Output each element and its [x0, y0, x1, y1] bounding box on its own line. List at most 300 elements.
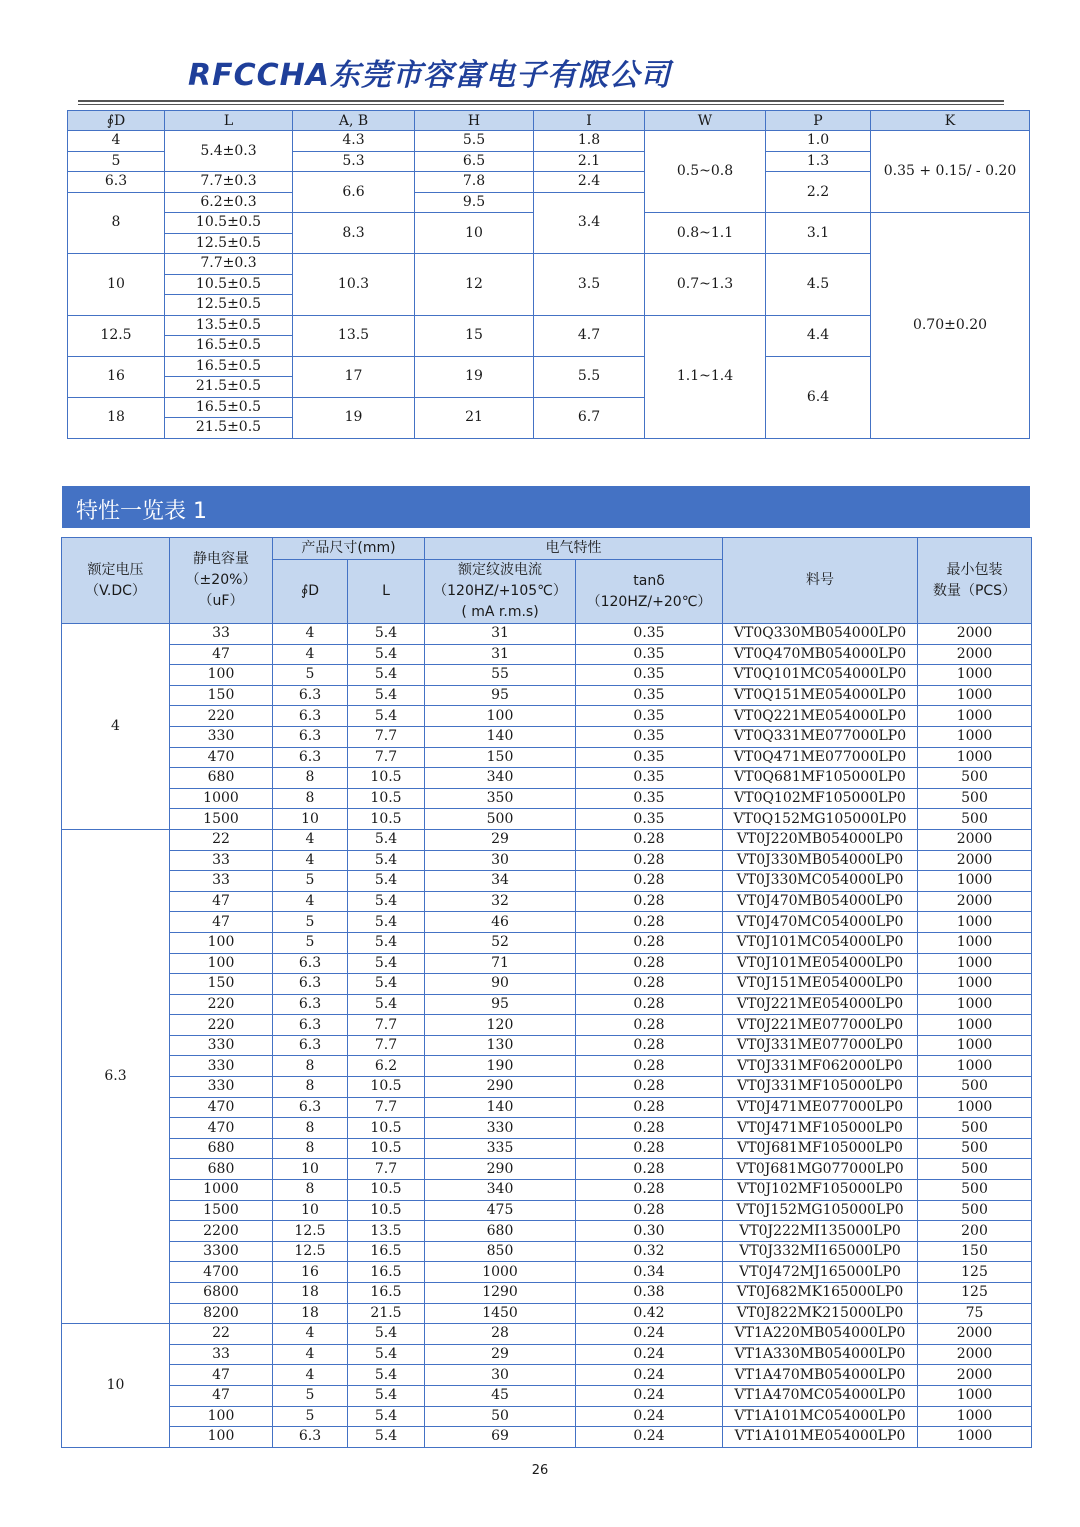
- table-row: [62, 788, 1032, 809]
- table-cell: 1000: [170, 1180, 273, 1201]
- table-cell: 150: [170, 685, 273, 706]
- table-cell: 1.0: [766, 131, 871, 152]
- company-title: RFCCHA东莞市容富电子有限公司: [188, 58, 671, 93]
- table-row: [62, 912, 1032, 933]
- table-row: [62, 1077, 1032, 1098]
- table-cell: 1000: [918, 1056, 1032, 1077]
- table-cell: 340: [425, 1180, 576, 1201]
- table-cell: 680: [170, 1159, 273, 1180]
- table-cell: 1000: [918, 932, 1032, 953]
- table-cell: VT0J332MI165000LP0: [723, 1241, 918, 1262]
- table-cell: 10.3: [293, 254, 415, 316]
- table-row: [62, 1406, 1032, 1427]
- table-cell: 21.5: [348, 1303, 425, 1324]
- table-cell: 1000: [170, 788, 273, 809]
- table-cell: 0.35: [576, 685, 723, 706]
- table-row: [62, 1056, 1032, 1077]
- table-cell: 680: [170, 1138, 273, 1159]
- table-cell: 46: [425, 912, 576, 933]
- table-cell: 130: [425, 1035, 576, 1056]
- table-cell: 7.7: [348, 726, 425, 747]
- header-cell-tan: tanδ （120HZ/+20℃）: [576, 560, 723, 624]
- table-cell: VT0J471MF105000LP0: [723, 1118, 918, 1139]
- table-cell: 5: [273, 871, 348, 892]
- table-cell: 470: [170, 747, 273, 768]
- table-cell: 10: [273, 809, 348, 830]
- dimension-table: [67, 110, 1030, 439]
- header-cell-part-no: 料号: [723, 538, 918, 624]
- table-cell: 290: [425, 1159, 576, 1180]
- table-cell: 10: [68, 254, 165, 316]
- table-row: [62, 1138, 1032, 1159]
- table-row: [62, 726, 1032, 747]
- table-cell: 1000: [918, 974, 1032, 995]
- table-row: [62, 1427, 1032, 1448]
- header-cell-h: H: [415, 111, 534, 131]
- table-cell: 7.8: [415, 172, 534, 193]
- table-cell: 10.5: [348, 788, 425, 809]
- table-row: [62, 1015, 1032, 1036]
- table-cell: 500: [918, 1138, 1032, 1159]
- table-cell: 5: [273, 932, 348, 953]
- table-cell: 1290: [425, 1283, 576, 1304]
- table-row: [62, 685, 1032, 706]
- table-row: [68, 131, 1030, 152]
- table-cell: 4: [68, 131, 165, 152]
- table-cell: 6.3: [273, 974, 348, 995]
- table-cell: 4700: [170, 1262, 273, 1283]
- table-row: [62, 1385, 1032, 1406]
- table-cell: 1000: [918, 1427, 1032, 1448]
- table-cell: VT1A330MB054000LP0: [723, 1344, 918, 1365]
- table-cell: 1000: [918, 747, 1032, 768]
- table-cell: 8: [273, 1138, 348, 1159]
- table-cell: 5.4: [348, 1427, 425, 1448]
- table-cell: 4: [273, 829, 348, 850]
- table-cell: 0.35: [576, 624, 723, 645]
- table-cell: 140: [425, 1097, 576, 1118]
- table-cell: 5.4: [348, 994, 425, 1015]
- table-cell: 150: [425, 747, 576, 768]
- table-cell: VT0J151ME054000LP0: [723, 974, 918, 995]
- table-cell: 1.3: [766, 151, 871, 172]
- table-row: [62, 891, 1032, 912]
- table-cell: 1450: [425, 1303, 576, 1324]
- table-cell: 6.6: [293, 172, 415, 213]
- table-cell: 2000: [918, 1344, 1032, 1365]
- table-cell: 5.4: [348, 1365, 425, 1386]
- table-cell: 16.5: [348, 1262, 425, 1283]
- table-cell: 2000: [918, 850, 1032, 871]
- table-row: [62, 644, 1032, 665]
- table-cell: 8: [273, 788, 348, 809]
- table-cell: 680: [170, 768, 273, 789]
- table-cell: 29: [425, 829, 576, 850]
- table-cell: 18: [68, 397, 165, 438]
- table-cell: 0.24: [576, 1406, 723, 1427]
- table-cell: 330: [170, 726, 273, 747]
- table-cell: 0.28: [576, 891, 723, 912]
- table-cell: 5: [273, 1406, 348, 1427]
- table-cell: 0.30: [576, 1221, 723, 1242]
- table-cell: 10: [273, 1159, 348, 1180]
- table-cell: 4.3: [293, 131, 415, 152]
- table-cell: 5.4: [348, 1406, 425, 1427]
- table-cell: VT1A470MC054000LP0: [723, 1385, 918, 1406]
- header-cell-size: 产品尺寸(mm): [273, 538, 425, 560]
- table-cell: 5.5: [534, 356, 645, 397]
- table-cell: 13.5±0.5: [165, 315, 293, 336]
- table-cell: 95: [425, 685, 576, 706]
- table-cell: VT0J101ME054000LP0: [723, 953, 918, 974]
- table-cell: 45: [425, 1385, 576, 1406]
- table-cell: 150: [918, 1241, 1032, 1262]
- table-cell: 0.28: [576, 871, 723, 892]
- table-cell: 10.5: [348, 1138, 425, 1159]
- table-cell: 33: [170, 871, 273, 892]
- table-cell: 2000: [918, 1324, 1032, 1345]
- table-cell: 120: [425, 1015, 576, 1036]
- table-cell: 5.4: [348, 974, 425, 995]
- table-cell: VT0J221ME054000LP0: [723, 994, 918, 1015]
- table-cell: 34: [425, 871, 576, 892]
- table-cell: VT0J470MB054000LP0: [723, 891, 918, 912]
- table-cell: 16.5±0.5: [165, 397, 293, 418]
- table-cell: 30: [425, 1365, 576, 1386]
- table-cell: 5.4: [348, 1324, 425, 1345]
- table-cell: 470: [170, 1118, 273, 1139]
- table-cell: 2000: [918, 1365, 1032, 1386]
- table-cell: 18: [273, 1303, 348, 1324]
- table-cell: 0.24: [576, 1427, 723, 1448]
- table-cell: 0.28: [576, 1138, 723, 1159]
- table-cell: 220: [170, 994, 273, 1015]
- table-cell: VT0J330MB054000LP0: [723, 850, 918, 871]
- header-cell-min-pack: 最小包装 数量（PCS）: [918, 538, 1032, 624]
- table-cell: 1.8: [534, 131, 645, 152]
- table-cell: 2000: [918, 644, 1032, 665]
- table-cell: 5.4: [348, 665, 425, 686]
- table-cell: 4.7: [534, 315, 645, 356]
- table-cell: 1000: [918, 1015, 1032, 1036]
- table-cell: 10: [415, 213, 534, 254]
- table-cell: 1000: [918, 1097, 1032, 1118]
- table-cell: 0.28: [576, 1015, 723, 1036]
- table-cell: 0.28: [576, 1200, 723, 1221]
- table-cell: 32: [425, 891, 576, 912]
- table-cell: 0.70±0.20: [871, 213, 1030, 439]
- table-cell: 0.38: [576, 1283, 723, 1304]
- table-row: [62, 1180, 1032, 1201]
- table-cell: 6.3: [273, 706, 348, 727]
- table-cell: VT0Q331ME077000LP0: [723, 726, 918, 747]
- table-row: [62, 974, 1032, 995]
- table-cell: 1000: [918, 1385, 1032, 1406]
- table-cell: 5: [273, 665, 348, 686]
- table-cell: 5: [273, 1385, 348, 1406]
- table-cell: 8: [273, 1056, 348, 1077]
- table-cell: 90: [425, 974, 576, 995]
- table-cell: 5.4: [348, 891, 425, 912]
- table-cell: 47: [170, 644, 273, 665]
- table-row: [62, 1035, 1032, 1056]
- table-cell: 330: [170, 1035, 273, 1056]
- table-cell: VT0J222MI135000LP0: [723, 1221, 918, 1242]
- table-cell: 1000: [918, 953, 1032, 974]
- table-cell: VT0Q152MG105000LP0: [723, 809, 918, 830]
- table-cell: 19: [293, 397, 415, 438]
- table-cell: 4: [273, 850, 348, 871]
- table-cell: 16: [273, 1262, 348, 1283]
- table-cell: 500: [918, 809, 1032, 830]
- table-cell: 31: [425, 624, 576, 645]
- table-cell: VT0J101MC054000LP0: [723, 932, 918, 953]
- table-cell: 0.28: [576, 829, 723, 850]
- table-cell: 6.3: [273, 726, 348, 747]
- table-cell: 0.24: [576, 1324, 723, 1345]
- table-cell: 95: [425, 994, 576, 1015]
- header-cell-d: ∮D: [68, 111, 165, 131]
- table-cell: 0.24: [576, 1385, 723, 1406]
- table-cell: 7.7±0.3: [165, 172, 293, 193]
- table-cell: VT0Q102MF105000LP0: [723, 788, 918, 809]
- header-cell-ripple: 额定纹波电流 （120HZ/+105℃） ( mA r.m.s): [425, 560, 576, 624]
- table-cell: 12: [415, 254, 534, 316]
- table-row: [62, 1118, 1032, 1139]
- table-cell: 31: [425, 644, 576, 665]
- header-cell-d: ∮D: [273, 560, 348, 624]
- table-cell: 1500: [170, 809, 273, 830]
- table-cell: 21.5±0.5: [165, 377, 293, 398]
- table-row: [62, 1344, 1032, 1365]
- table-row: [62, 1241, 1032, 1262]
- table-cell: 10.5: [348, 1180, 425, 1201]
- table-row: [62, 953, 1032, 974]
- table-row: [62, 624, 1032, 645]
- table-cell: VT1A220MB054000LP0: [723, 1324, 918, 1345]
- voltage-group-cell: 10: [62, 1324, 170, 1448]
- table-cell: 2000: [918, 829, 1032, 850]
- table-cell: 0.32: [576, 1241, 723, 1262]
- table-cell: 5.4: [348, 644, 425, 665]
- table-cell: 4: [273, 891, 348, 912]
- table-cell: 150: [170, 974, 273, 995]
- table-cell: 4: [273, 644, 348, 665]
- table-cell: 0.35: [576, 768, 723, 789]
- table-cell: 7.7: [348, 1159, 425, 1180]
- table-cell: 6.3: [273, 1035, 348, 1056]
- header-rule-thin: [78, 104, 1004, 105]
- table-cell: 1000: [918, 1406, 1032, 1427]
- table-cell: 0.35: [576, 665, 723, 686]
- table-row: [62, 1365, 1032, 1386]
- table-row: [62, 1097, 1032, 1118]
- table-row: [62, 665, 1032, 686]
- table-cell: 680: [425, 1221, 576, 1242]
- section-title: 特性一览表 1: [76, 499, 207, 524]
- table-cell: 8.3: [293, 213, 415, 254]
- spec-header-row: [62, 538, 1032, 560]
- table-cell: 140: [425, 726, 576, 747]
- header-cell-electrical: 电气特性: [425, 538, 723, 560]
- table-cell: 5.4: [348, 685, 425, 706]
- table-cell: 0.35: [576, 788, 723, 809]
- table-cell: 0.35: [576, 644, 723, 665]
- table-cell: 10.5: [348, 809, 425, 830]
- table-cell: VT1A101MC054000LP0: [723, 1406, 918, 1427]
- table-cell: 1500: [170, 1200, 273, 1221]
- table-cell: 16: [68, 356, 165, 397]
- table-cell: 10.5±0.5: [165, 213, 293, 234]
- table-cell: 7.7: [348, 1097, 425, 1118]
- table-cell: VT0Q101MC054000LP0: [723, 665, 918, 686]
- table-cell: VT0J330MC054000LP0: [723, 871, 918, 892]
- table-cell: 850: [425, 1241, 576, 1262]
- table-cell: 8: [273, 1180, 348, 1201]
- table-cell: 6.3: [273, 1097, 348, 1118]
- table-cell: 5.4±0.3: [165, 131, 293, 172]
- table-cell: VT0J220MB054000LP0: [723, 829, 918, 850]
- header-cell-i: I: [534, 111, 645, 131]
- table-cell: 16.5: [348, 1283, 425, 1304]
- table-cell: 21: [415, 397, 534, 438]
- table-cell: 0.35: [576, 706, 723, 727]
- table-cell: 10.5: [348, 1118, 425, 1139]
- table-cell: 7.7±0.3: [165, 254, 293, 275]
- table-cell: 47: [170, 1365, 273, 1386]
- table-cell: VT0Q681MF105000LP0: [723, 768, 918, 789]
- table-cell: 350: [425, 788, 576, 809]
- table-cell: VT0J102MF105000LP0: [723, 1180, 918, 1201]
- table-cell: 5.4: [348, 1385, 425, 1406]
- header-cell-w: W: [645, 111, 766, 131]
- table-cell: 190: [425, 1056, 576, 1077]
- table-cell: 340: [425, 768, 576, 789]
- table-cell: 8: [273, 768, 348, 789]
- table-row: [62, 1283, 1032, 1304]
- table-cell: 29: [425, 1344, 576, 1365]
- table-cell: 12.5: [273, 1221, 348, 1242]
- table-cell: 100: [170, 953, 273, 974]
- table-cell: VT0J681MF105000LP0: [723, 1138, 918, 1159]
- table-cell: 13.5: [293, 315, 415, 356]
- table-cell: 125: [918, 1283, 1032, 1304]
- table-cell: 330: [425, 1118, 576, 1139]
- spec-table: [61, 537, 1032, 1448]
- header-cell-voltage: 额定电压 （V.DC）: [62, 538, 170, 624]
- table-cell: 52: [425, 932, 576, 953]
- table-cell: 100: [170, 932, 273, 953]
- table-cell: 47: [170, 912, 273, 933]
- table-cell: 16.5±0.5: [165, 336, 293, 357]
- table-cell: 22: [170, 829, 273, 850]
- table-cell: 10.5: [348, 1200, 425, 1221]
- table-cell: 0.28: [576, 974, 723, 995]
- table-cell: VT0J221ME077000LP0: [723, 1015, 918, 1036]
- table-cell: 8: [68, 192, 165, 254]
- table-row: [62, 706, 1032, 727]
- table-cell: 0.5~0.8: [645, 131, 766, 213]
- table-cell: VT0J331ME077000LP0: [723, 1035, 918, 1056]
- table-cell: 2.2: [766, 172, 871, 213]
- table-cell: 220: [170, 706, 273, 727]
- table-cell: 4: [273, 1365, 348, 1386]
- header-rule: [78, 100, 1004, 102]
- table-cell: 13.5: [348, 1221, 425, 1242]
- table-cell: 12.5: [68, 315, 165, 356]
- table-cell: 6.4: [766, 356, 871, 438]
- table-cell: VT0J681MG077000LP0: [723, 1159, 918, 1180]
- table-cell: 100: [170, 1427, 273, 1448]
- table-cell: 1000: [918, 1035, 1032, 1056]
- table-cell: 475: [425, 1200, 576, 1221]
- table-cell: 12.5±0.5: [165, 233, 293, 254]
- table-row: [62, 994, 1032, 1015]
- table-cell: 1.1~1.4: [645, 315, 766, 438]
- table-cell: 2200: [170, 1221, 273, 1242]
- table-cell: 0.35 + 0.15/ - 0.20: [871, 131, 1030, 213]
- table-cell: 2000: [918, 891, 1032, 912]
- table-cell: 220: [170, 1015, 273, 1036]
- table-cell: 5.4: [348, 932, 425, 953]
- table-cell: 1000: [918, 665, 1032, 686]
- table-cell: 71: [425, 953, 576, 974]
- table-row: [62, 1303, 1032, 1324]
- table-cell: 0.42: [576, 1303, 723, 1324]
- table-cell: 22: [170, 1324, 273, 1345]
- table-cell: VT0J472MJ165000LP0: [723, 1262, 918, 1283]
- table-cell: 4.5: [766, 254, 871, 316]
- table-cell: 1000: [918, 706, 1032, 727]
- table-cell: 0.24: [576, 1365, 723, 1386]
- table-cell: VT0J822MK215000LP0: [723, 1303, 918, 1324]
- table-cell: 100: [170, 665, 273, 686]
- table-cell: 0.28: [576, 1097, 723, 1118]
- table-cell: 15: [415, 315, 534, 356]
- table-row: [62, 768, 1032, 789]
- table-cell: 5.4: [348, 953, 425, 974]
- table-row: [62, 871, 1032, 892]
- table-cell: 1000: [918, 912, 1032, 933]
- table-cell: 0.35: [576, 726, 723, 747]
- table-cell: 6.3: [273, 685, 348, 706]
- table-cell: 0.28: [576, 1180, 723, 1201]
- table-cell: VT0Q330MB054000LP0: [723, 624, 918, 645]
- table-cell: 8: [273, 1077, 348, 1098]
- table-cell: 0.28: [576, 1056, 723, 1077]
- table-cell: 5: [68, 151, 165, 172]
- header-cell-l: L: [165, 111, 293, 131]
- table-cell: 8200: [170, 1303, 273, 1324]
- table-cell: 0.28: [576, 850, 723, 871]
- table-cell: 6.3: [273, 994, 348, 1015]
- table-cell: 33: [170, 1344, 273, 1365]
- table-cell: VT0J682MK165000LP0: [723, 1283, 918, 1304]
- table-cell: 500: [918, 1180, 1032, 1201]
- table-cell: 5.4: [348, 706, 425, 727]
- table-cell: 9.5: [415, 192, 534, 213]
- table-cell: 5.4: [348, 829, 425, 850]
- table-cell: 16.5: [348, 1241, 425, 1262]
- table-cell: 100: [170, 1406, 273, 1427]
- table-cell: 2.4: [534, 172, 645, 193]
- table-cell: VT0Q221ME054000LP0: [723, 706, 918, 727]
- table-cell: 47: [170, 891, 273, 912]
- table-cell: 4: [273, 624, 348, 645]
- table-cell: 0.7~1.3: [645, 254, 766, 316]
- table-cell: 330: [170, 1056, 273, 1077]
- table-cell: 10.5: [348, 768, 425, 789]
